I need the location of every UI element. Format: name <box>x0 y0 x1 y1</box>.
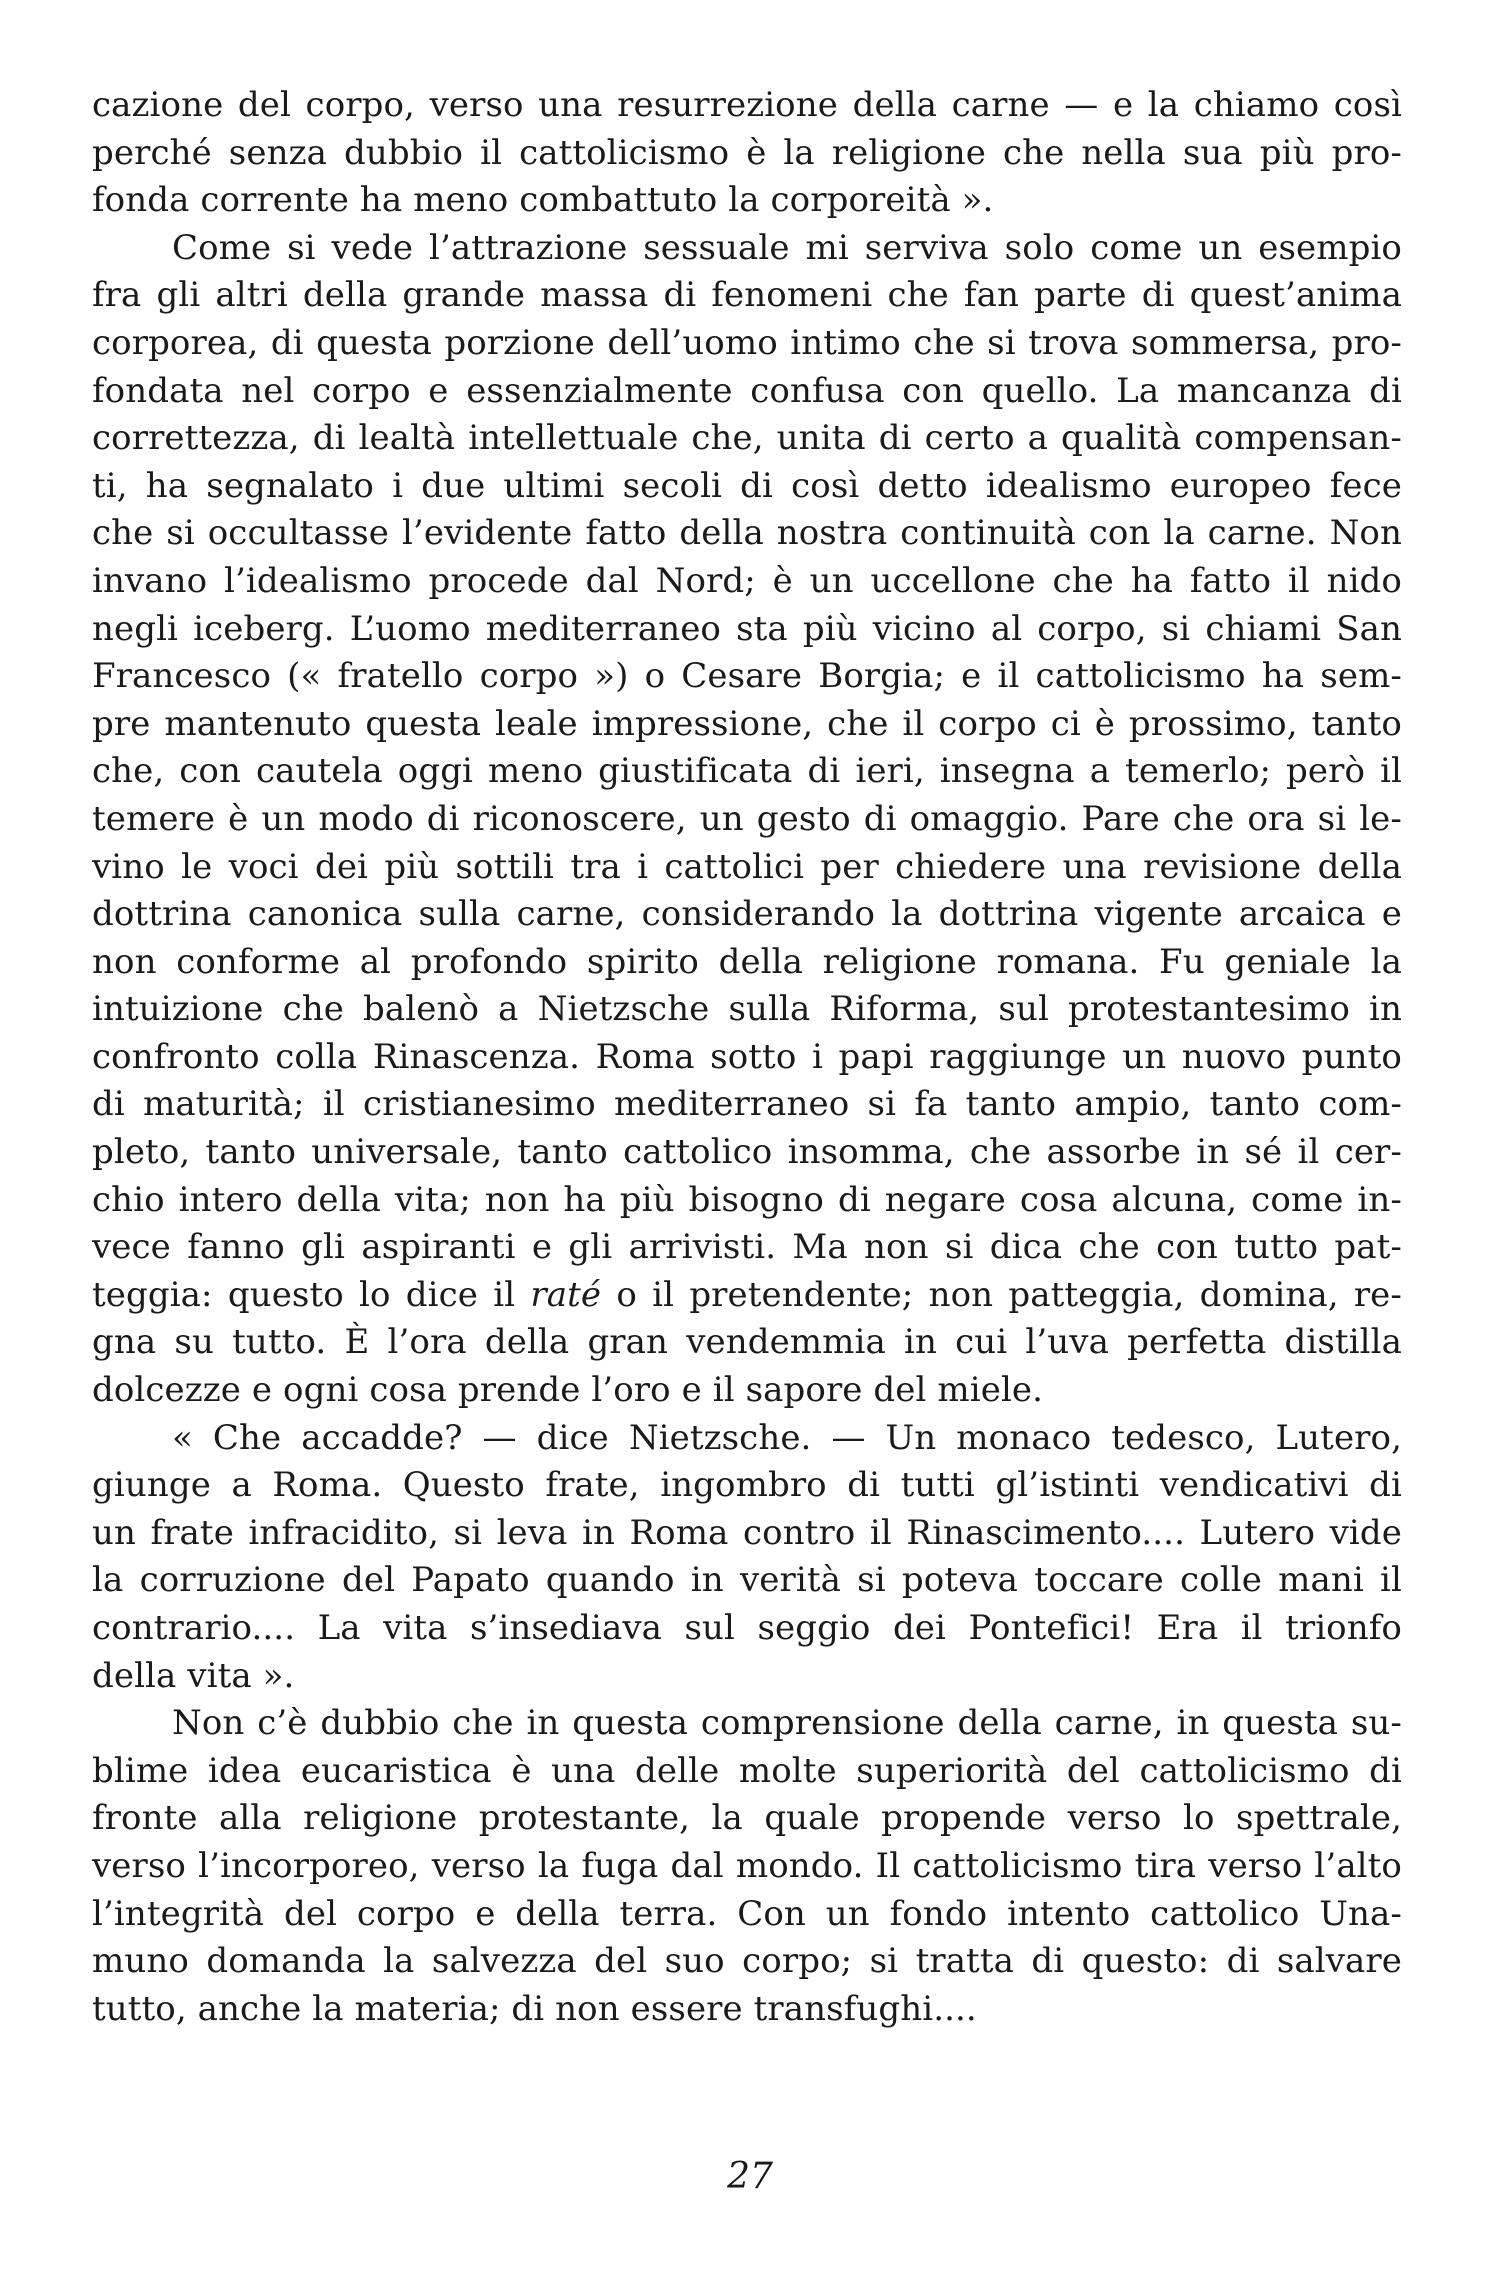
text-line: correttezza, di lealtà intellettuale che, unita di certo a qualità compensan- <box>92 418 1402 459</box>
text-line: invano l’idealismo procede dal Nord; è un uccellone che ha fatto il nido <box>92 560 1402 601</box>
text-line: giunge a Roma. Questo frate, ingombro di tutti gl’istinti vendicativi di <box>92 1465 1402 1506</box>
paragraph-2 <box>92 225 1402 1415</box>
text-line: pre mantenuto questa leale impressione, che il corpo ci è prossimo, tanto <box>92 703 1402 744</box>
text-line: vece fanno gli aspiranti e gli arrivisti. Ma non si dica che con tutto pat- <box>92 1227 1402 1268</box>
text-line: fondata nel corpo e essenzialmente confusa con quello. La mancanza di <box>92 370 1402 411</box>
text-line: intuizione che balenò a Nietzsche sulla Riforma, sul protestantesimo in <box>92 989 1402 1030</box>
text-line: verso l’incorporeo, verso la fuga dal mondo. Il cattolicismo tira verso l’alto <box>92 1845 1402 1886</box>
text-line: negli iceberg. L’uomo mediterraneo sta più vicino al corpo, si chiami San <box>92 608 1402 649</box>
text-line: cazione del corpo, verso una resurrezione della carne — e la chiamo così <box>92 85 1402 125</box>
text-line: teggia: questo lo dice il raté o il pretendente; non patteggia, domina, re- <box>92 1274 1402 1315</box>
text-line: che si occultasse l’evidente fatto della nostra continuità con la carne. Non <box>92 513 1402 554</box>
text-line: temere è un modo di riconoscere, un gesto di omaggio. Pare che ora si le- <box>92 798 1402 839</box>
text-line: Come si vede l’attrazione sessuale mi serviva solo come un esempio <box>172 227 1402 268</box>
text-line: l’integrità del corpo e della terra. Con un fondo intento cattolico Una- <box>92 1893 1402 1934</box>
text-line: un frate infracidito, si leva in Roma contro il Rinascimento.... Lutero vide <box>92 1512 1402 1553</box>
text-line: confronto colla Rinascenza. Roma sotto i papi raggiunge un nuovo punto <box>92 1036 1402 1077</box>
text-line: fra gli altri della grande massa di fenomeni che fan parte di quest’anima <box>92 275 1402 316</box>
text-line: dottrina canonica sulla carne, considerando la dottrina vigente arcaica e <box>92 894 1402 935</box>
text-line: muno domanda la salvezza del suo corpo; si tratta di questo: di salvare <box>92 1941 1402 1982</box>
text-line: di maturità; il cristianesimo mediterraneo si fa tanto ampio, tanto com- <box>92 1084 1402 1125</box>
page-body <box>92 82 1402 2033</box>
text-line: la corruzione del Papato quando in verità si poteva toccare colle mani il <box>92 1560 1402 1601</box>
paragraph-3-quotation <box>92 1415 1402 1701</box>
text-line: blime idea eucaristica è una delle molte superiorità del cattolicismo di <box>92 1750 1402 1791</box>
paragraph-1 <box>92 82 1402 225</box>
text-line: vino le voci dei più sottili tra i cattolici per chiedere una revisione della <box>92 846 1402 887</box>
text-line: dolcezze e ogni cosa prende l’oro e il sapore del miele. <box>92 1370 1044 1411</box>
text-line: perché senza dubbio il cattolicismo è la religione che nella sua più pro- <box>92 132 1402 173</box>
text-line: contrario.... La vita s’insediava sul seggio dei Pontefici! Era il trionfo <box>92 1608 1402 1648</box>
text-line: Non c’è dubbio che in questa comprensione della carne, in questa su- <box>172 1703 1402 1744</box>
italic-word: raté <box>530 1274 602 1315</box>
page-number: 27 <box>727 2156 773 2197</box>
text-line: gna su tutto. È l’ora della gran vendemmia in cui l’uva perfetta distilla <box>92 1322 1402 1363</box>
text-line: chio intero della vita; non ha più bisogno di negare cosa alcuna, come in- <box>92 1179 1402 1220</box>
text-line: « Che accadde? — dice Nietzsche. — Un monaco tedesco, Lutero, <box>172 1417 1402 1458</box>
paragraph-4 <box>92 1700 1402 2033</box>
text-line: della vita ». <box>92 1655 295 1696</box>
text-line: fonda corrente ha meno combattuto la corporeità ». <box>92 180 994 221</box>
text-line: tutto, anche la materia; di non essere transfughi.... <box>92 1988 977 2029</box>
text-line: pleto, tanto universale, tanto cattolico insomma, che assorbe in sé il cer- <box>92 1132 1402 1173</box>
text-line: Francesco (« fratello corpo ») o Cesare Borgia; e il cattolicismo ha sem- <box>92 656 1402 697</box>
text-line: che, con cautela oggi meno giustificata di ieri, insegna a temerlo; però il <box>92 751 1402 792</box>
text-line: fronte alla religione protestante, la quale propende verso lo spettrale, <box>92 1798 1402 1839</box>
text-line: ti, ha segnalato i due ultimi secoli di così detto idealismo europeo fece <box>92 465 1402 506</box>
text-line: corporea, di questa porzione dell’uomo intimo che si trova sommersa, pro- <box>92 322 1402 363</box>
text-line: non conforme al profondo spirito della religione romana. Fu geniale la <box>92 941 1402 982</box>
